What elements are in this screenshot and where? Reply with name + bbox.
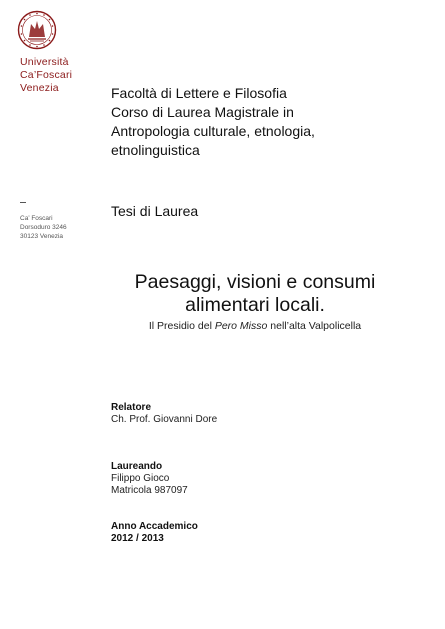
thesis-title-line-2: alimentari locali. <box>185 294 325 316</box>
laureando-matricola: Matricola 987097 <box>111 485 188 496</box>
faculty-line: Corso di Laurea Magistrale in <box>111 104 294 120</box>
address-line: 30123 Venezia <box>20 233 64 240</box>
anno-label: Anno Accademico <box>111 521 198 532</box>
faculty-line: Antropologia culturale, etnologia, <box>111 123 315 139</box>
relatore-name: Ch. Prof. Giovanni Dore <box>111 414 218 425</box>
thesis-subtitle <box>90 320 420 332</box>
address-divider <box>20 202 26 203</box>
subtitle-prefix: Il Presidio del <box>148 320 215 332</box>
address-line: Ca’ Foscari <box>20 215 53 222</box>
faculty-block <box>111 84 315 160</box>
subtitle-italic: Pero Misso <box>214 320 268 332</box>
thesis-type: Tesi di Laurea <box>111 203 199 219</box>
university-address <box>20 214 67 241</box>
university-name-line: Venezia <box>20 82 59 94</box>
anno-value: 2012 / 2013 <box>111 533 164 544</box>
laureando-label: Laureando <box>111 461 163 472</box>
laureando-name: Filippo Gioco <box>111 473 170 484</box>
address-line: Dorsoduro 3246 <box>20 224 67 231</box>
faculty-line: Facoltà di Lettere e Filosofia <box>111 85 287 101</box>
university-name <box>20 56 72 95</box>
relatore-label: Relatore <box>111 402 152 413</box>
subtitle-suffix: nell’alta Valpolicella <box>267 320 362 332</box>
faculty-line: etnolinguistica <box>111 142 200 158</box>
university-name-line: Università <box>20 56 69 68</box>
university-seal-icon <box>17 10 57 50</box>
university-name-line: Ca’Foscari <box>20 69 73 81</box>
thesis-title-line-1: Paesaggi, visioni e consumi <box>134 271 376 293</box>
